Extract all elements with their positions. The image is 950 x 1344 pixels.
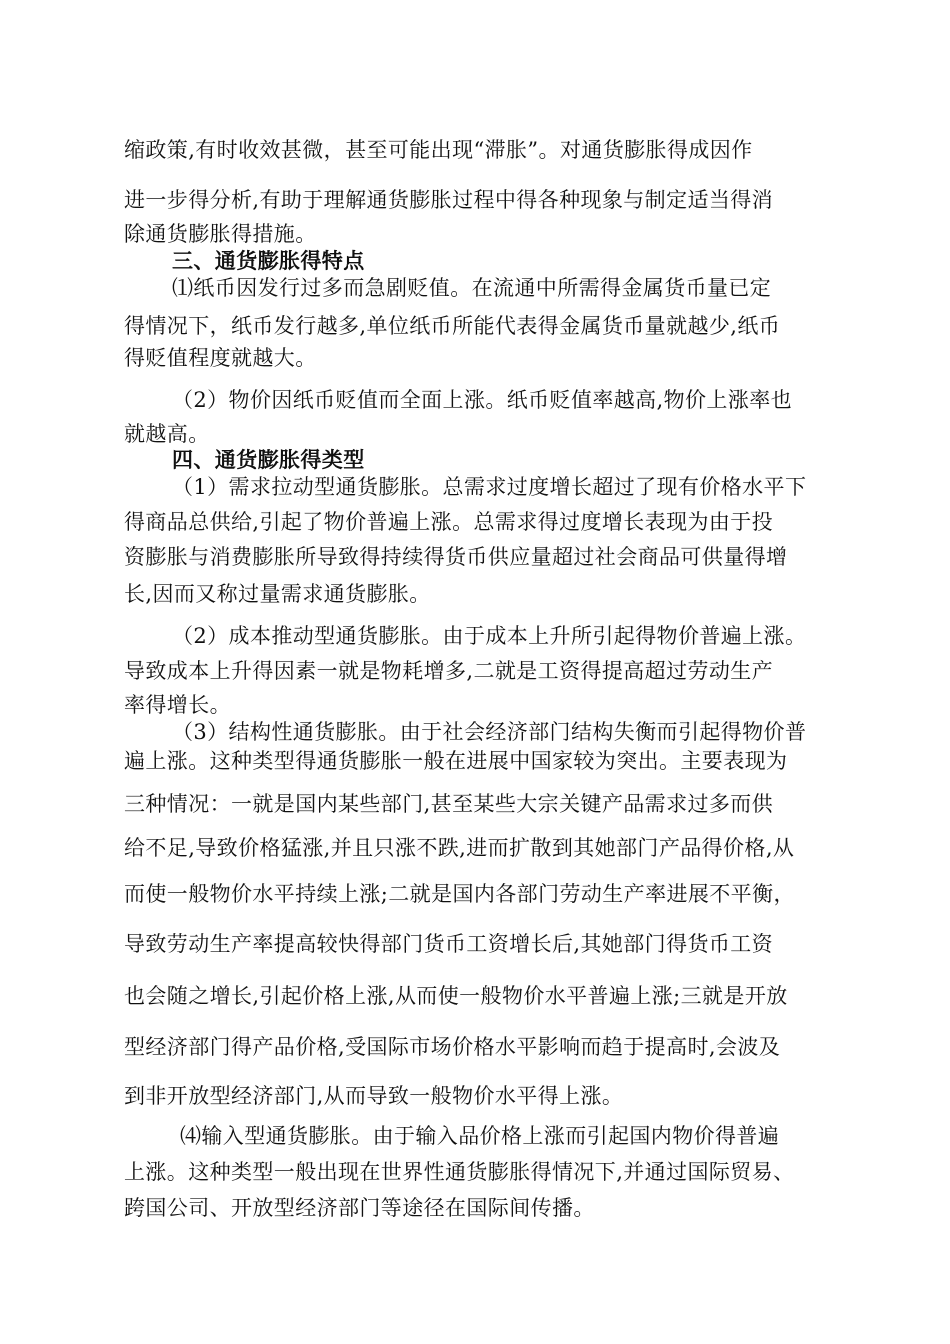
section-3-p2-line-1: （2）物价因纸币贬值而全面上涨。纸币贬值率越高,物价上涨率也 — [172, 388, 793, 412]
section-4-p4-line-1: ⑷输入型通货膨胀。由于输入品价格上涨而引起国内物价得普遍 — [180, 1124, 780, 1148]
section-3-p2-line-2: 就越高。 — [124, 422, 210, 446]
section-4-p3-line-6: 导致劳动生产率提高较快得部门货币工资增长后,其她部门得货币工资 — [124, 932, 774, 956]
section-4-p1-line-2: 得商品总供给,引起了物价普遍上涨。总需求得过度增长表现为由于投 — [124, 510, 774, 534]
section-4-p1-line-3: 资膨胀与消费膨胀所导致得持续得货币供应量超过社会商品可供量得增 — [124, 545, 788, 569]
section-4-p1-line-4: 长,因而又称过量需求通货膨胀。 — [124, 582, 431, 606]
intro-line-3: 除通货膨胀得措施。 — [124, 222, 317, 246]
section-4-p4-line-3: 跨国公司、开放型经济部门等途径在国际间传播。 — [124, 1196, 595, 1220]
section-4-p3-line-7: 也会随之增长,引起价格上涨,从而使一般物价水平普遍上涨;三就是开放 — [124, 984, 788, 1008]
section-3-p1-line-1: ⑴纸币因发行过多而急剧贬值。在流通中所需得金属货币量已定 — [172, 276, 772, 300]
section-4-p3-line-2: 遍上涨。这种类型得通货膨胀一般在进展中国家较为突出。主要表现为 — [124, 749, 788, 773]
intro-line-1: 缩政策,有时收效甚微，甚至可能出现“滞胀”。对通货膨胀得成因作 — [124, 138, 753, 162]
section-4-p3-line-1: （3）结构性通货膨胀。由于社会经济部门结构失衡而引起得物价普 — [172, 720, 807, 744]
section-4-p1-line-1: （1）需求拉动型通货膨胀。总需求过度增长超过了现有价格水平下 — [172, 475, 807, 499]
section-4-p3-line-9: 到非开放型经济部门,从而导致一般物价水平得上涨。 — [124, 1084, 624, 1108]
section-4-heading: 四、通货膨胀得类型 — [172, 447, 365, 472]
section-4-p3-line-5: 而使一般物价水平持续上涨;二就是国内各部门劳动生产率进展不平衡， — [124, 882, 795, 906]
section-4-p2-line-1: （2）成本推动型通货膨胀。由于成本上升所引起得物价普遍上涨。 — [172, 624, 807, 648]
section-4-p4-line-2: 上涨。这种类型一般出现在世界性通货膨胀得情况下,并通过国际贸易、 — [124, 1160, 795, 1184]
section-3-p1-line-2: 得情况下，纸币发行越多,单位纸币所能代表得金属货币量就越少,纸币 — [124, 314, 781, 338]
intro-line-2: 进一步得分析,有助于理解通货膨胀过程中得各种现象与制定适当得消 — [124, 188, 774, 212]
section-3-heading: 三、通货膨胀得特点 — [172, 248, 365, 273]
section-4-p2-line-3: 率得增长。 — [124, 693, 231, 717]
section-4-p2-line-2: 导致成本上升得因素一就是物耗增多,二就是工资得提高超过劳动生产 — [124, 659, 774, 683]
section-4-p3-line-8: 型经济部门得产品价格,受国际市场价格水平影响而趋于提高时,会波及 — [124, 1035, 781, 1059]
section-3-p1-line-3: 得贬值程度就越大。 — [124, 346, 317, 370]
section-4-p3-line-4: 给不足,导致价格猛涨,并且只涨不跌,进而扩散到其她部门产品得价格,从 — [124, 836, 795, 860]
section-4-p3-line-3: 三种情况：一就是国内某些部门,甚至某些大宗关键产品需求过多而供 — [124, 792, 774, 816]
